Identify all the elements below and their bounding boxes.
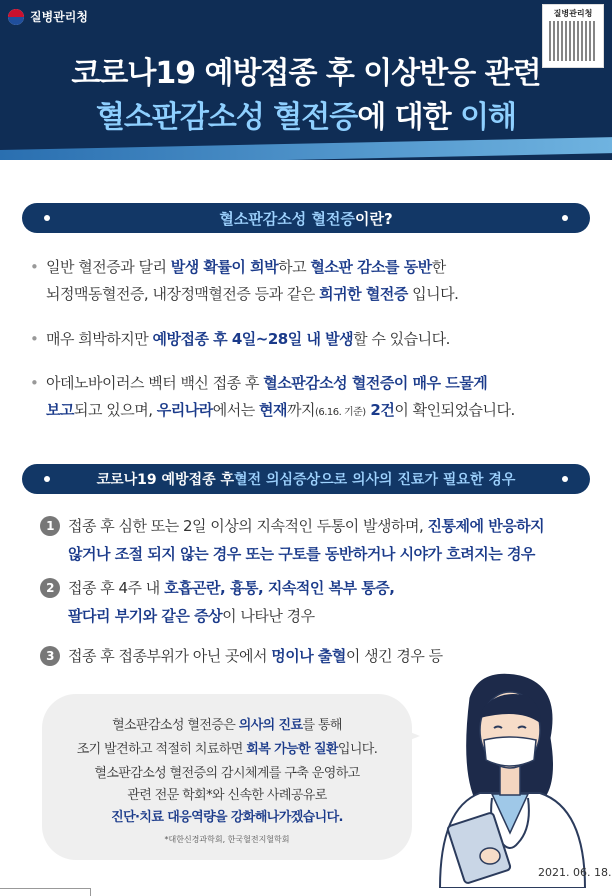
- item-line: [68, 574, 600, 602]
- list-item: [30, 370, 590, 426]
- title-end: 이해: [460, 100, 517, 135]
- section1-heading-highlight: 혈소판감소성 혈전증: [219, 209, 355, 228]
- text-segment: 에서는: [212, 401, 259, 419]
- bubble-line: [42, 738, 412, 757]
- bullet-line: [46, 397, 590, 426]
- bubble-text: 입니다.: [337, 742, 378, 757]
- bold-text: 호흡곤란, 흉통, 지속적인 복부 통증,: [164, 579, 395, 597]
- text-segment: 일반 혈전증과 달리: [46, 258, 171, 276]
- bold-text: 보고: [46, 401, 74, 419]
- dot-icon: [44, 215, 50, 221]
- dot-icon: [562, 476, 568, 482]
- list-item: [30, 254, 590, 308]
- footnote: *대한신경과학회, 한국혈전지혈학회: [164, 835, 290, 844]
- doctor-illustration: [410, 668, 610, 888]
- section2-heading-highlight: 혈전 의심증상으로 의사의 진료가 필요한 경우: [234, 472, 516, 488]
- page-title-line1: 코로나19 예방접종 후 이상반응 관련: [71, 56, 541, 91]
- section2-heading: [22, 464, 590, 494]
- header-banner: [0, 0, 612, 160]
- text-segment: 접종 후 심한 또는 2일 이상의 지속적인 두통이 발생하며,: [68, 517, 428, 535]
- bubble-line: 혈소판감소성 혈전증의 감시체계를 구축 운영하고: [94, 766, 360, 781]
- header-stripe: [0, 137, 612, 160]
- bullet-line: [46, 370, 590, 397]
- number-3-icon: 3: [40, 646, 60, 666]
- bubble-bold: 의사의 진료: [238, 718, 303, 733]
- title-middle: 에 대한: [357, 100, 461, 135]
- text-segment: 뇌정맥동혈전증, 내장정맥혈전증 등과 같은: [46, 285, 320, 303]
- text-segment: 하고: [278, 258, 311, 276]
- item-line: [68, 642, 600, 670]
- text-segment: (6.16. 기준): [314, 407, 366, 418]
- bold-text: 발생 확률이 희박: [170, 258, 279, 276]
- text-segment: 아데노바이러스 벡터 백신 접종 후: [46, 374, 264, 392]
- bullet-line: [46, 281, 590, 308]
- bubble-bold: 회복 가능한 질환: [246, 742, 338, 757]
- bubble-line: 관련 전문 학회*와 신속한 사례공유로: [127, 788, 327, 803]
- page-title-line2: [0, 92, 612, 136]
- bold-text: 2건: [365, 401, 395, 419]
- bubble-line-bold: 진단·치료 대응역량을 강화해나가겠습니다.: [111, 810, 343, 825]
- bubble-text: 혈소판감소성 혈전증은: [112, 718, 239, 733]
- bold-text: 진통제에 반응하지: [427, 517, 545, 535]
- text-segment: 한: [431, 258, 446, 276]
- bullet-dot-icon: •: [30, 330, 39, 348]
- item-line: [68, 512, 600, 540]
- qr-label: 질병관리청: [553, 9, 593, 18]
- bold-text: 팔다리 부기와 같은 증상: [68, 607, 223, 625]
- text-segment: 할 수 있습니다.: [353, 330, 450, 348]
- text-segment: 이 나타난 경우: [222, 607, 315, 625]
- bold-text: 혈소판 감소를 동반: [310, 258, 432, 276]
- list-item: [40, 574, 600, 630]
- text-segment: 이 생긴 경우 등: [345, 647, 443, 665]
- dot-icon: [44, 476, 50, 482]
- text-segment: 접종 후 접종부위가 아닌 곳에서: [68, 647, 272, 665]
- bold-text: 않거나 조절 되지 않는 경우 또는 구토를 동반하거나 시야가 흐려지는 경우: [68, 545, 535, 563]
- item-line: [68, 602, 600, 630]
- dot-icon: [562, 215, 568, 221]
- number-1-icon: 1: [40, 516, 60, 536]
- text-segment: 접종 후 4주 내: [68, 579, 165, 597]
- list-item: [40, 512, 600, 568]
- text-segment: 되고 있으며,: [73, 401, 157, 419]
- bubble-line: [42, 714, 412, 733]
- hand: [480, 848, 500, 864]
- list-item: [40, 642, 600, 670]
- bold-text: 우리나라: [156, 401, 213, 419]
- section1-heading: [22, 203, 590, 233]
- bold-text: 예방접종 후 4일~28일 내 발생: [152, 330, 354, 348]
- item-line: [68, 540, 600, 568]
- bubble-text: 를 통해: [302, 718, 342, 733]
- bold-text: 멍이나 출혈: [271, 647, 346, 665]
- bold-text: 혈소판감소성 혈전증이 매우 드물게: [263, 374, 488, 392]
- bullet-dot-icon: •: [30, 258, 39, 276]
- text-segment: 까지: [286, 401, 315, 419]
- section2-heading-white: 코로나19 예방접종 후: [96, 472, 235, 488]
- date-label: 2021. 06. 18.: [538, 866, 612, 879]
- bubble-text: 조기 발견하고 적절히 치료하면: [76, 742, 247, 757]
- title-highlight: 혈소판감소성 혈전증: [95, 100, 358, 135]
- taegeuk-logo-icon: [8, 9, 24, 25]
- number-2-icon: 2: [40, 578, 60, 598]
- text-segment: 입니다.: [407, 285, 459, 303]
- text-segment: 이 확인되었습니다.: [394, 401, 515, 419]
- bold-text: 희귀한 혈전증: [319, 285, 408, 303]
- bullet-line: [46, 254, 590, 281]
- section1-heading-rest: 이란?: [354, 209, 393, 228]
- agency-logo-group: [8, 8, 88, 25]
- bullet-dot-icon: •: [30, 374, 39, 392]
- bold-text: 현재: [258, 401, 287, 419]
- list-item: [30, 326, 590, 353]
- bullet-line: [46, 326, 590, 353]
- agency-name: 질병관리청: [30, 10, 88, 24]
- face-mask: [484, 737, 536, 766]
- text-segment: 매우 희박하지만: [46, 330, 153, 348]
